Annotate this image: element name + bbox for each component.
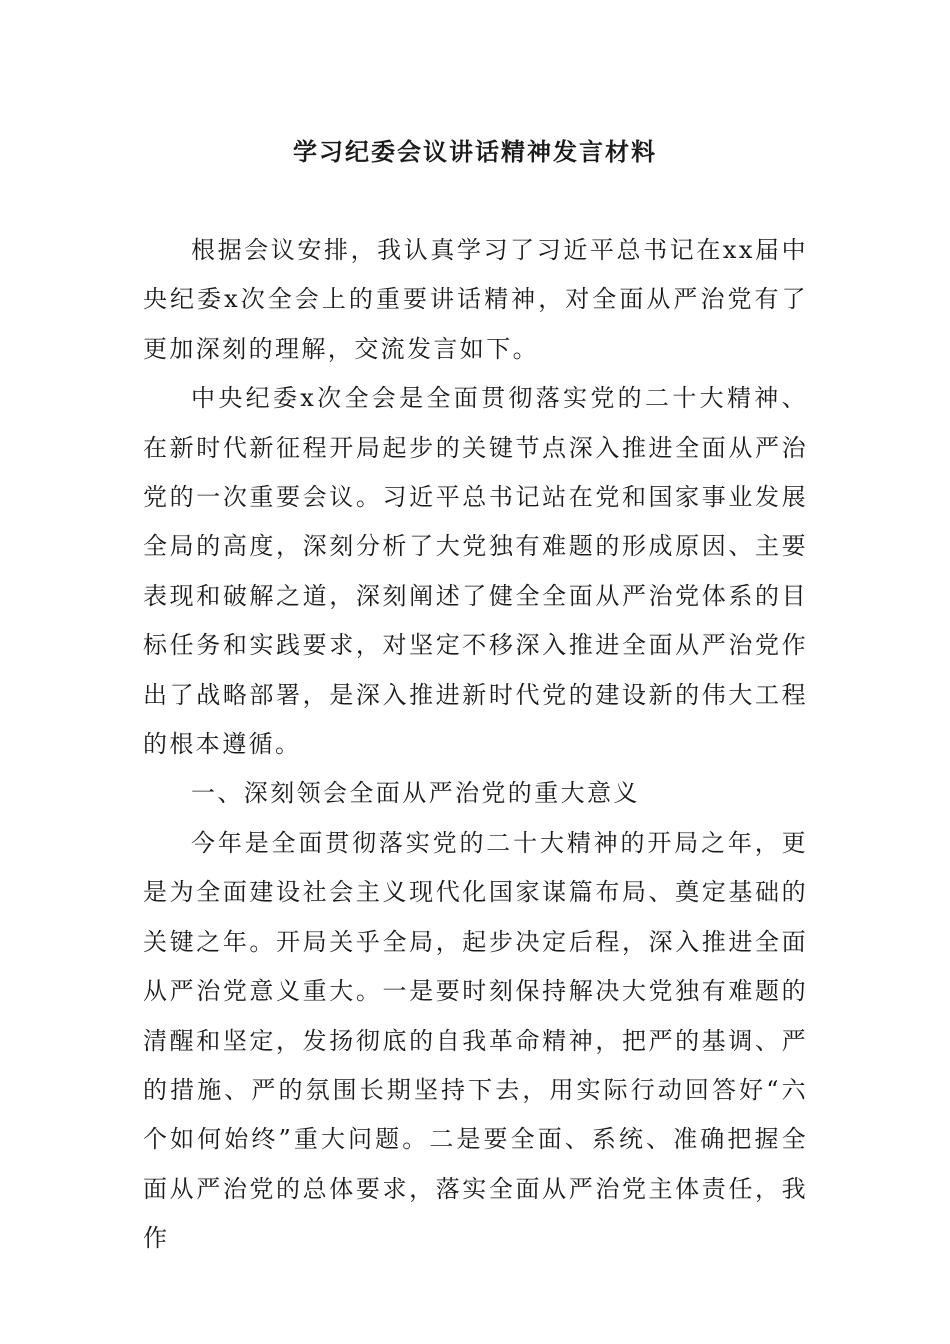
section-heading-1: 一、深刻领会全面从严治党的重大意义	[191, 779, 640, 808]
document-body	[143, 226, 808, 1264]
paragraph-plenary-session: 中央纪委x次全会是全面贯彻落实党的二十大精神、在新时代新征程开局起步的关键节点深入推进全面从严治党的一次重要会议。习近平总书记站在党和国家事业发展全局的高度，深刻分析了大党独有难题的形成原因、主要表现和破解之道，深刻阐述了健全全面从严治党体系的目标任务和实践要求，对坚定不移深入推进全面从严治党作出了战略部署，是深入推进新时代党的建设新的伟大工程的根本遵循。	[143, 384, 808, 759]
paragraph-significance: 今年是全面贯彻落实党的二十大精神的开局之年，更是为全面建设社会主义现代化国家谋篇布局、奠定基础的关键之年。开局关乎全局，起步决定后程，深入推进全面从严治党意义重大。一是要时刻保持解决大党独有难题的清醒和坚定，发扬彻底的自我革命精神，把严的基调、严的措施、严的氛围长期坚持下去，用实际行动回答好“六个如何始终”重大问题。二是要全面、系统、准确把握全面从严治党的总体要求，落实全面从严治党主体责任，我作	[143, 828, 808, 1253]
paragraph-intro: 根据会议安排，我认真学习了习近平总书记在xx届中央纪委x次全会上的重要讲话精神，对全面从严治党有了更加深刻的理解，交流发言如下。	[143, 236, 808, 363]
document-title: 学习纪委会议讲话精神发言材料	[293, 137, 657, 166]
